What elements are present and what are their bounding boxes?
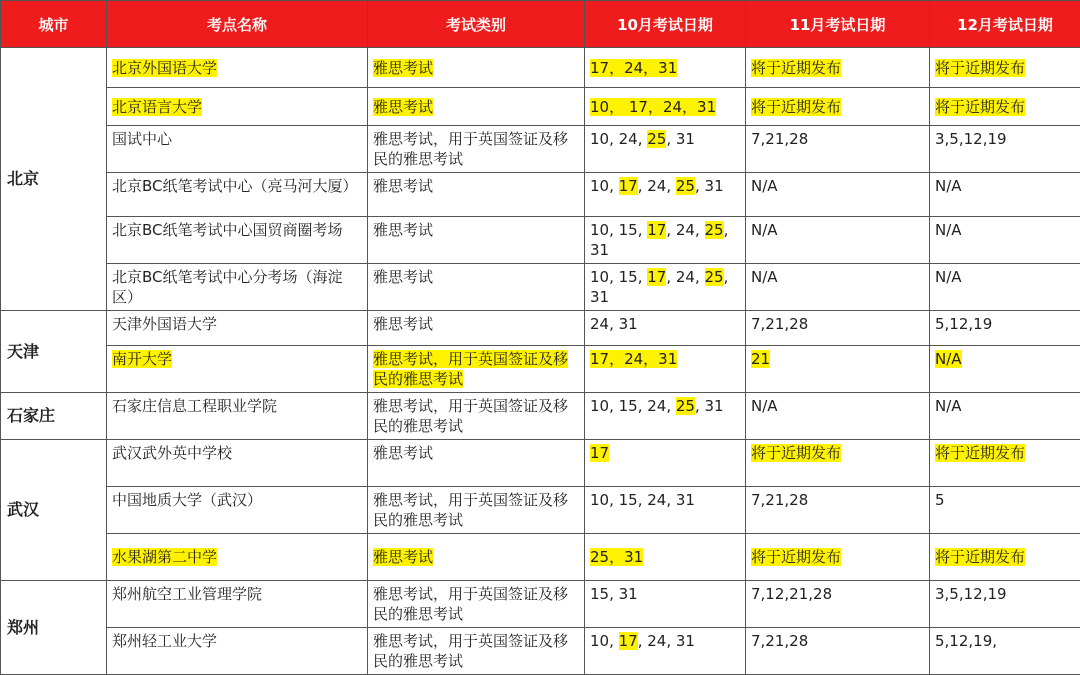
table-row bbox=[1, 487, 1080, 534]
table-row bbox=[1, 628, 1080, 675]
date-text: , 31 bbox=[590, 221, 728, 259]
header-row bbox=[1, 1, 1080, 48]
date-text: 10, 24, bbox=[590, 130, 647, 148]
venue-name: 郑州轻工业大学 bbox=[112, 632, 217, 650]
date-text: 10, bbox=[590, 177, 619, 195]
oct-dates-cell bbox=[585, 534, 746, 581]
date-text: 5,12,19 bbox=[935, 315, 992, 333]
city-name: 北京 bbox=[7, 169, 39, 188]
dec-dates-cell bbox=[930, 440, 1080, 487]
city-name: 天津 bbox=[7, 342, 39, 361]
oct-dates-cell bbox=[585, 581, 746, 628]
venue-cell bbox=[107, 393, 368, 440]
table-row bbox=[1, 311, 1080, 346]
venue-name: 天津外国语大学 bbox=[112, 315, 217, 333]
oct-dates-cell bbox=[585, 628, 746, 675]
date-text: 10, 15, bbox=[590, 221, 647, 239]
exam-type-cell bbox=[368, 48, 585, 88]
date-text: 将于近期发布 bbox=[751, 548, 841, 566]
venue-cell bbox=[107, 534, 368, 581]
exam-type-cell bbox=[368, 440, 585, 487]
date-text: 10, 15, 24, 31 bbox=[590, 491, 695, 509]
exam-type: 雅思考试，用于英国签证及移民的雅思考试 bbox=[373, 350, 568, 388]
table-row bbox=[1, 346, 1080, 393]
date-text: 将于近期发布 bbox=[751, 98, 841, 116]
exam-type: 雅思考试，用于英国签证及移民的雅思考试 bbox=[373, 491, 568, 529]
oct-dates-cell bbox=[585, 264, 746, 311]
city-cell bbox=[1, 311, 107, 393]
table-row bbox=[1, 393, 1080, 440]
nov-dates-cell bbox=[746, 48, 930, 88]
oct-dates-cell bbox=[585, 48, 746, 88]
city-cell bbox=[1, 581, 107, 675]
exam-type: 雅思考试，用于英国签证及移民的雅思考试 bbox=[373, 585, 568, 623]
table-row bbox=[1, 173, 1080, 217]
exam-type: 雅思考试 bbox=[373, 548, 433, 566]
venue-name: 北京外国语大学 bbox=[112, 59, 217, 77]
date-text: 将于近期发布 bbox=[935, 98, 1025, 116]
date-text: N/A bbox=[935, 350, 962, 368]
date-text: 15, 31 bbox=[590, 585, 638, 603]
venue-name: 国试中心 bbox=[112, 130, 172, 148]
dec-dates-cell bbox=[930, 628, 1080, 675]
nov-dates-cell bbox=[746, 581, 930, 628]
date-text: , 24, bbox=[666, 268, 704, 286]
oct-dates-cell bbox=[585, 311, 746, 346]
date-text: 3,5,12,19 bbox=[935, 130, 1007, 148]
city-cell bbox=[1, 440, 107, 581]
date-text: N/A bbox=[935, 397, 962, 415]
venue-cell bbox=[107, 126, 368, 173]
exam-type-cell bbox=[368, 487, 585, 534]
highlighted-date: 25 bbox=[705, 268, 724, 286]
table-row bbox=[1, 581, 1080, 628]
venue-name: 北京语言大学 bbox=[112, 98, 202, 116]
exam-type: 雅思考试 bbox=[373, 177, 433, 195]
exam-type: 雅思考试 bbox=[373, 444, 433, 462]
nov-dates-cell bbox=[746, 393, 930, 440]
date-text: 5,12,19, bbox=[935, 632, 997, 650]
table-row bbox=[1, 48, 1080, 88]
venue-cell bbox=[107, 173, 368, 217]
exam-type: 雅思考试，用于英国签证及移民的雅思考试 bbox=[373, 632, 568, 670]
date-text: 将于近期发布 bbox=[935, 59, 1025, 77]
date-text: N/A bbox=[935, 221, 962, 239]
date-text: , 31 bbox=[590, 268, 728, 306]
header-venue: 考点名称 bbox=[107, 1, 368, 48]
date-text: 5 bbox=[935, 491, 945, 509]
venue-name: 南开大学 bbox=[112, 350, 172, 368]
dec-dates-cell bbox=[930, 48, 1080, 88]
city-name: 武汉 bbox=[7, 500, 39, 519]
date-text: , 31 bbox=[666, 130, 695, 148]
table-row bbox=[1, 440, 1080, 487]
exam-type: 雅思考试 bbox=[373, 315, 433, 333]
oct-dates-cell bbox=[585, 217, 746, 264]
table-row bbox=[1, 88, 1080, 126]
date-text: 7,12,21,28 bbox=[751, 585, 832, 603]
nov-dates-cell bbox=[746, 217, 930, 264]
table-body bbox=[1, 48, 1080, 675]
header-dec-dates: 12月考试日期 bbox=[930, 1, 1080, 48]
nov-dates-cell bbox=[746, 126, 930, 173]
date-text: , 24, bbox=[638, 177, 676, 195]
table-row bbox=[1, 264, 1080, 311]
dec-dates-cell bbox=[930, 173, 1080, 217]
date-text: N/A bbox=[751, 397, 778, 415]
highlighted-date: 25 bbox=[647, 130, 666, 148]
date-text: 25，31 bbox=[590, 548, 643, 566]
exam-type-cell bbox=[368, 126, 585, 173]
dec-dates-cell bbox=[930, 581, 1080, 628]
venue-name: 北京BC纸笔考试中心国贸商圈考场 bbox=[112, 221, 343, 239]
dec-dates-cell bbox=[930, 126, 1080, 173]
date-text: 10, bbox=[590, 632, 619, 650]
date-text: N/A bbox=[751, 177, 778, 195]
oct-dates-cell bbox=[585, 173, 746, 217]
date-text: N/A bbox=[935, 268, 962, 286]
city-name: 郑州 bbox=[7, 618, 39, 637]
dec-dates-cell bbox=[930, 534, 1080, 581]
highlighted-date: 17 bbox=[647, 268, 666, 286]
date-text: 3,5,12,19 bbox=[935, 585, 1007, 603]
table-row bbox=[1, 126, 1080, 173]
venue-cell bbox=[107, 581, 368, 628]
date-text: 10， 17，24，31 bbox=[590, 98, 716, 116]
dec-dates-cell bbox=[930, 393, 1080, 440]
exam-type-cell bbox=[368, 311, 585, 346]
nov-dates-cell bbox=[746, 487, 930, 534]
venue-name: 中国地质大学（武汉） bbox=[112, 491, 262, 509]
venue-cell bbox=[107, 346, 368, 393]
date-text: 10, 15, 24, bbox=[590, 397, 676, 415]
oct-dates-cell bbox=[585, 126, 746, 173]
exam-type: 雅思考试 bbox=[373, 59, 433, 77]
venue-name: 北京BC纸笔考试中心（亮马河大厦） bbox=[112, 177, 358, 195]
nov-dates-cell bbox=[746, 88, 930, 126]
date-text: 7,21,28 bbox=[751, 491, 808, 509]
date-text: 将于近期发布 bbox=[751, 444, 841, 462]
date-text: , 31 bbox=[695, 177, 724, 195]
date-text: N/A bbox=[751, 268, 778, 286]
highlighted-date: 25 bbox=[676, 177, 695, 195]
date-text: 21 bbox=[751, 350, 770, 368]
exam-type: 雅思考试 bbox=[373, 98, 433, 116]
highlighted-date: 17 bbox=[619, 177, 638, 195]
venue-name: 北京BC纸笔考试中心分考场（海淀区） bbox=[112, 268, 343, 306]
nov-dates-cell bbox=[746, 440, 930, 487]
exam-type: 雅思考试，用于英国签证及移民的雅思考试 bbox=[373, 130, 568, 168]
header-city: 城市 bbox=[1, 1, 107, 48]
highlighted-date: 25 bbox=[705, 221, 724, 239]
exam-type: 雅思考试，用于英国签证及移民的雅思考试 bbox=[373, 397, 568, 435]
oct-dates-cell bbox=[585, 440, 746, 487]
date-text: , 24, bbox=[666, 221, 704, 239]
nov-dates-cell bbox=[746, 311, 930, 346]
exam-type-cell bbox=[368, 173, 585, 217]
venue-cell bbox=[107, 88, 368, 126]
date-text: 10, 15, bbox=[590, 268, 647, 286]
exam-type: 雅思考试 bbox=[373, 221, 433, 239]
date-text: 24, 31 bbox=[590, 315, 638, 333]
nov-dates-cell bbox=[746, 534, 930, 581]
nov-dates-cell bbox=[746, 173, 930, 217]
venue-cell bbox=[107, 311, 368, 346]
venue-cell bbox=[107, 440, 368, 487]
venue-cell bbox=[107, 264, 368, 311]
date-text: 7,21,28 bbox=[751, 130, 808, 148]
nov-dates-cell bbox=[746, 346, 930, 393]
date-text: 将于近期发布 bbox=[935, 548, 1025, 566]
exam-type-cell bbox=[368, 581, 585, 628]
date-text: 7,21,28 bbox=[751, 632, 808, 650]
venue-cell bbox=[107, 487, 368, 534]
nov-dates-cell bbox=[746, 628, 930, 675]
venue-cell bbox=[107, 217, 368, 264]
dec-dates-cell bbox=[930, 88, 1080, 126]
venue-name: 郑州航空工业管理学院 bbox=[112, 585, 262, 603]
nov-dates-cell bbox=[746, 264, 930, 311]
venue-name: 水果湖第二中学 bbox=[112, 548, 217, 566]
dec-dates-cell bbox=[930, 264, 1080, 311]
date-text: N/A bbox=[751, 221, 778, 239]
header-exam-type: 考试类别 bbox=[368, 1, 585, 48]
venue-name: 石家庄信息工程职业学院 bbox=[112, 397, 277, 415]
oct-dates-cell bbox=[585, 393, 746, 440]
oct-dates-cell bbox=[585, 346, 746, 393]
header-nov-dates: 11月考试日期 bbox=[746, 1, 930, 48]
highlighted-date: 17 bbox=[647, 221, 666, 239]
table-row bbox=[1, 534, 1080, 581]
oct-dates-cell bbox=[585, 88, 746, 126]
oct-dates-cell bbox=[585, 487, 746, 534]
exam-type-cell bbox=[368, 393, 585, 440]
dec-dates-cell bbox=[930, 487, 1080, 534]
exam-type-cell bbox=[368, 346, 585, 393]
city-cell bbox=[1, 48, 107, 311]
date-text: , 31 bbox=[695, 397, 724, 415]
date-text: 将于近期发布 bbox=[935, 444, 1025, 462]
exam-type-cell bbox=[368, 88, 585, 126]
venue-cell bbox=[107, 628, 368, 675]
date-text: , 24, 31 bbox=[638, 632, 695, 650]
date-text: 17，24，31 bbox=[590, 350, 677, 368]
exam-type-cell bbox=[368, 628, 585, 675]
date-text: N/A bbox=[935, 177, 962, 195]
venue-cell bbox=[107, 48, 368, 88]
dec-dates-cell bbox=[930, 217, 1080, 264]
exam-type-cell bbox=[368, 534, 585, 581]
highlighted-date: 25 bbox=[676, 397, 695, 415]
exam-type-cell bbox=[368, 217, 585, 264]
venue-name: 武汉武外英中学校 bbox=[112, 444, 232, 462]
city-cell bbox=[1, 393, 107, 440]
city-name: 石家庄 bbox=[7, 406, 55, 425]
dec-dates-cell bbox=[930, 311, 1080, 346]
header-oct-dates: 10月考试日期 bbox=[585, 1, 746, 48]
dec-dates-cell bbox=[930, 346, 1080, 393]
date-text: 17 bbox=[590, 444, 609, 462]
date-text: 7,21,28 bbox=[751, 315, 808, 333]
date-text: 将于近期发布 bbox=[751, 59, 841, 77]
highlighted-date: 17 bbox=[619, 632, 638, 650]
exam-type-cell bbox=[368, 264, 585, 311]
table-row bbox=[1, 217, 1080, 264]
exam-type: 雅思考试 bbox=[373, 268, 433, 286]
date-text: 17，24，31 bbox=[590, 59, 677, 77]
